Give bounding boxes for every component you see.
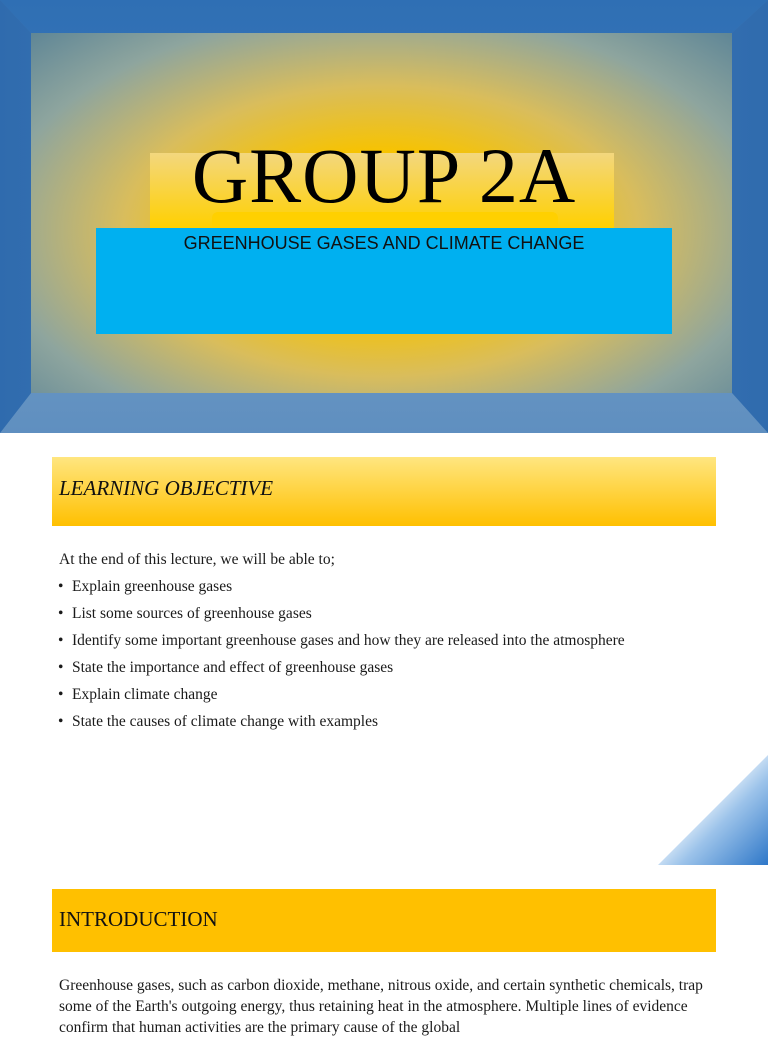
list-item: [58, 600, 738, 627]
bullet-text: State the causes of climate change with examples: [72, 713, 379, 730]
introduction-paragraph: Greenhouse gases, such as carbon dioxide, methane, nitrous oxide, and certain synthetic chemicals, trap some of the Earth's outgoing energy, thus retaining heat in the atmosphere. Multiple lines of evidence confirm that human activities are the primary cause of the global: [59, 977, 703, 1036]
bullet-text: Identify some important greenhouse gases and how they are released into the atmosphere: [72, 632, 625, 649]
slide-title: GROUP 2A: [191, 132, 577, 219]
list-item: [58, 627, 738, 654]
bullet-text: Explain climate change: [72, 686, 218, 703]
bullet-icon: •: [58, 686, 64, 703]
bullet-icon: •: [58, 713, 64, 730]
list-item: [58, 654, 738, 681]
bullet-text: List some sources of greenhouse gases: [72, 605, 312, 622]
list-item: [58, 708, 738, 735]
bullet-text: Explain greenhouse gases: [72, 578, 233, 595]
bullet-icon: •: [58, 659, 64, 676]
introduction-header-bar: [52, 889, 716, 952]
title-slide: [0, 0, 768, 433]
bullet-icon: •: [58, 578, 64, 595]
introduction-slide: [0, 865, 768, 1036]
objective-intro-text: At the end of this lecture, we will be able to;: [59, 551, 335, 568]
list-item: [58, 681, 738, 708]
learning-objective-header-bar: [52, 457, 716, 526]
slide-subtitle: GREENHOUSE GASES AND CLIMATE CHANGE: [183, 233, 585, 253]
subtitle-box: [96, 228, 672, 334]
bullet-text: State the importance and effect of greenhouse gases: [72, 659, 394, 676]
bullet-icon: •: [58, 605, 64, 622]
list-item: [58, 573, 738, 600]
learning-objective-heading: LEARNING OBJECTIVE: [59, 476, 274, 500]
introduction-heading: INTRODUCTION: [59, 907, 218, 931]
bullet-icon: •: [58, 632, 64, 649]
corner-swoosh-decoration: [658, 755, 768, 865]
learning-objective-slide: [0, 433, 768, 865]
objective-bullet-list: [58, 573, 738, 735]
